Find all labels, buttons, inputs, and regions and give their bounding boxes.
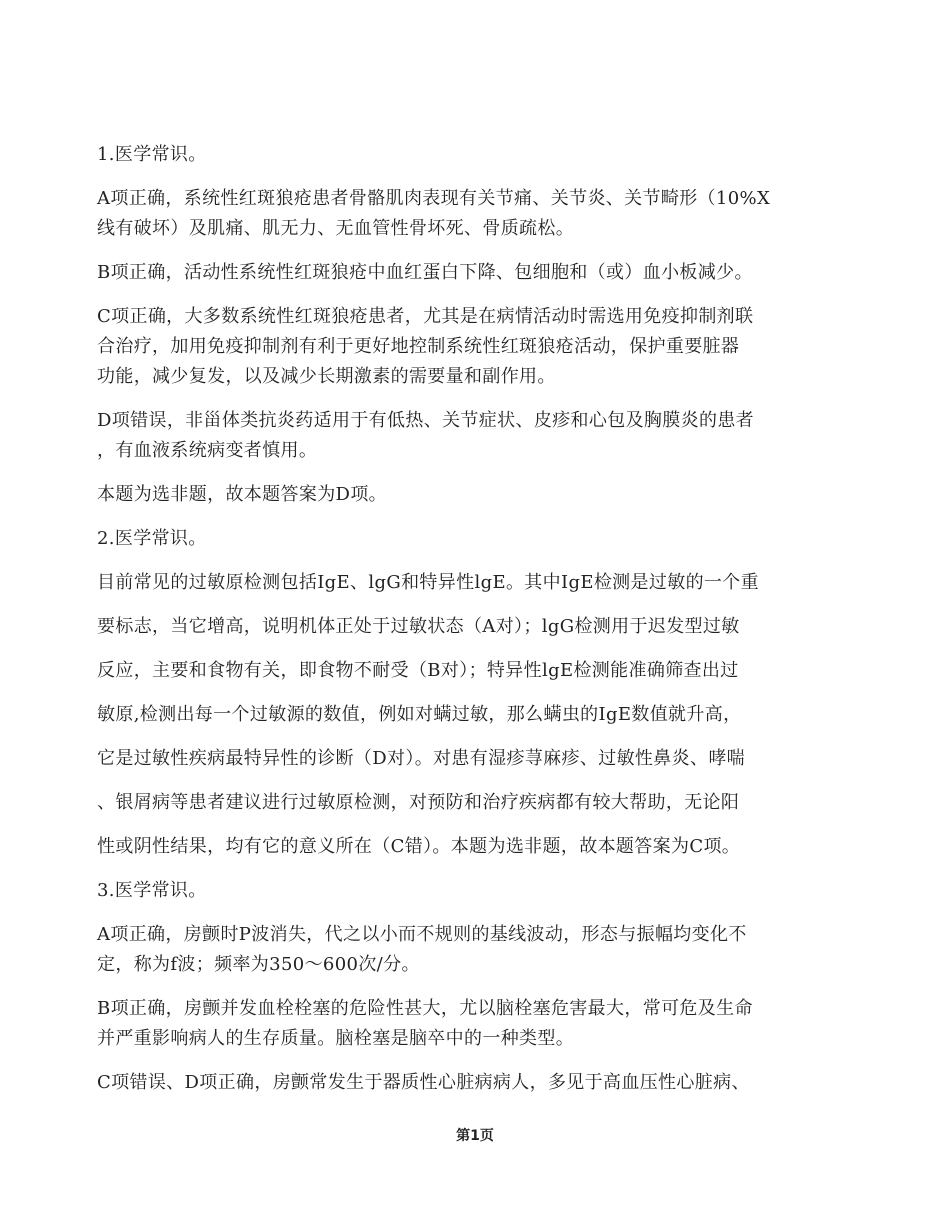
paragraph-line: D项错误，非甾体类抗炎药适用于有低热、关节症状、皮疹和心包及胸膜炎的患者 [97, 410, 755, 431]
section-3 [97, 876, 873, 1098]
paragraph-line: C项错误、D项正确，房颤常发生于器质性心脏病病人，多见于高血压性心脏病、 [97, 1072, 750, 1093]
paragraph-line: ，有血液系统病变者慎用。 [97, 440, 318, 461]
section-title: 3.医学常识。 [97, 880, 207, 901]
paragraph-line: 合治疗，加用免疫抑制剂有利于更好地控制系统性红斑狼疮活动，保护重要脏器 [97, 336, 740, 357]
paragraph-line: A项正确，系统性红斑狼疮患者骨骼肌肉表现有关节痛、关节炎、关节畸形（10%X [97, 188, 771, 209]
section-1 [97, 140, 873, 510]
paragraph-line: A项正确，房颤时P波消失，代之以小而不规则的基线波动，形态与振幅均变化不 [97, 924, 747, 945]
paragraph-line: 要标志，当它增高，说明机体正处于过敏状态（A对）；lgG检测用于迟发型过敏 [97, 616, 740, 637]
paragraph-line: 、银屑病等患者建议进行过敏原检测，对预防和治疗疾病都有较大帮助，无论阳 [97, 792, 740, 813]
paragraph-line: 并严重影响病人的生存质量。脑栓塞是脑卒中的一种类型。 [97, 1028, 575, 1049]
paragraph-line: 功能，减少复发，以及减少长期激素的需要量和副作用。 [97, 366, 556, 387]
section-2 [97, 524, 873, 862]
paragraph-line: 性或阴性结果，均有它的意义所在（C错）。本题为选非题，故本题答案为C项。 [97, 836, 741, 857]
page-number: 第1页 [456, 1128, 494, 1144]
paragraph-line: 它是过敏性疾病最特异性的诊断（D对）。对患有湿疹荨麻疹、过敏性鼻炎、哮喘 [97, 748, 746, 769]
paragraph-line: 敏原,检测出每一个过敏源的数值，例如对螨过敏，那么螨虫的IgE数值就升高， [97, 704, 742, 725]
paragraph-line: 目前常见的过敏原检测包括IgE、lgG和特异性lgE。其中IgE检测是过敏的一个重 [97, 572, 759, 593]
paragraph-line: B项正确，活动性系统性红斑狼疮中血红蛋白下降、包细胞和（或）血小板减少。 [97, 262, 753, 283]
paragraph-line: B项正确，房颤并发血栓栓塞的危险性甚大，尤以脑栓塞危害最大，常可危及生命 [97, 998, 753, 1019]
paragraph-line: 线有破坏）及肌痛、肌无力、无血管性骨坏死、骨质疏松。 [97, 218, 575, 239]
section-title: 2.医学常识。 [97, 528, 207, 549]
paragraph-line: 定，称为f波；频率为350～600次/分。 [97, 954, 420, 975]
section-title: 1.医学常识。 [97, 144, 207, 165]
document-body [97, 140, 873, 1098]
paragraph-line: 本题为选非题，故本题答案为D项。 [97, 484, 388, 505]
paragraph-line: C项正确，大多数系统性红斑狼疮患者，尤其是在病情活动时需选用免疫抑制剂联 [97, 306, 754, 327]
paragraph-line: 反应，主要和食物有关，即食物不耐受（B对）；特异性lgE检测能准确筛查出过 [97, 660, 739, 681]
